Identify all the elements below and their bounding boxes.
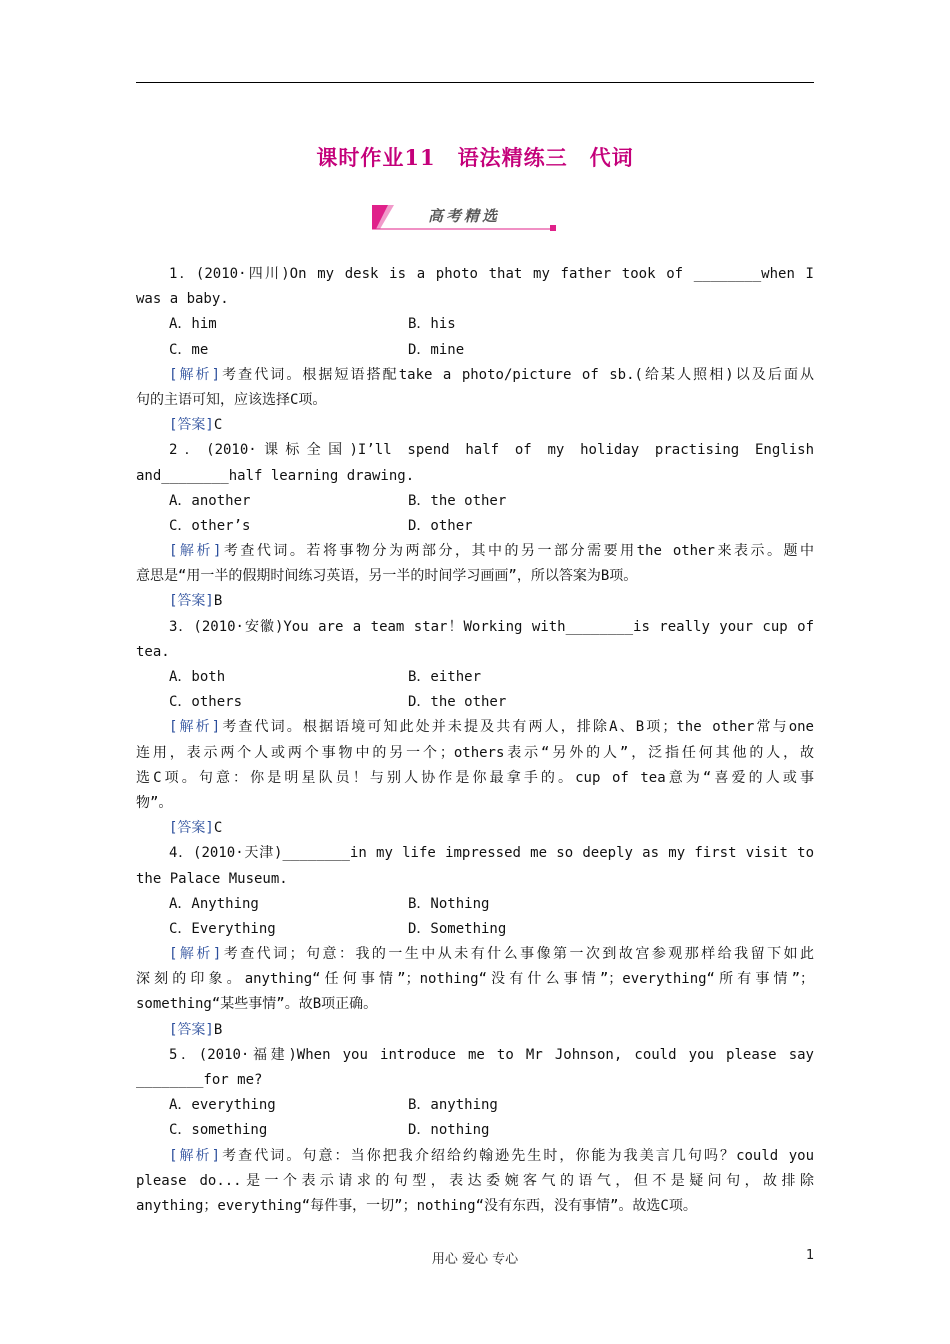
tagged-line xyxy=(136,942,814,967)
option-text: C．me xyxy=(169,341,209,358)
line-tag: [答案] xyxy=(169,1021,214,1038)
option-text: C．other’s xyxy=(169,517,251,534)
option-text: D．Something xyxy=(408,920,507,937)
line-tag: [解析] xyxy=(169,366,221,383)
line-text: 连用，表示两个人或两个事物中的另一个；others表示“另外的人”，泛指任何其他的人，故 xyxy=(136,744,814,761)
line-text: tea. xyxy=(136,643,170,660)
line-text: 物”。 xyxy=(136,794,173,811)
option-text: D．other xyxy=(408,517,473,534)
text-line xyxy=(136,841,814,866)
option-text: D．mine xyxy=(408,341,465,358)
option-text: C．something xyxy=(169,1122,268,1139)
line-text: 考查代词。若将事物分为两部分，其中的另一部分需要用the other来表示。题中 xyxy=(221,543,815,560)
line-tag: [答案] xyxy=(169,417,214,434)
option-row xyxy=(136,1093,814,1118)
tagged-line xyxy=(136,413,814,438)
text-line xyxy=(136,388,814,413)
line-text: something“某些事情”。故B项正确。 xyxy=(136,996,378,1013)
page-title: 课时作业11 语法精练三 代词 xyxy=(316,145,634,170)
footer-motto: 用心 爱心 专心 xyxy=(431,1252,519,1267)
line-text: 2．(2010·课标全国)I’ll spend half of my holiday practising English xyxy=(169,442,814,459)
line-text: the Palace Museum. xyxy=(136,870,288,887)
text-line xyxy=(136,262,814,287)
option-row xyxy=(136,1118,814,1143)
line-text: 选C项。句意：你是明星队员！与别人协作是你最拿手的。cup of tea意为“喜爱的人或事 xyxy=(136,769,814,786)
text-line xyxy=(136,438,814,463)
tagged-line xyxy=(136,715,814,740)
tagged-line xyxy=(136,539,814,564)
text-line xyxy=(136,564,814,589)
line-text: 1．(2010·四川)On my desk is a photo that my father took of ________when I xyxy=(169,266,814,282)
text-line xyxy=(136,766,814,791)
text-line xyxy=(136,1194,814,1219)
option-text: A．another xyxy=(169,492,251,509)
tagged-line xyxy=(136,1144,814,1169)
tagged-line xyxy=(136,363,814,388)
option-row xyxy=(136,665,814,690)
text-line xyxy=(136,1043,814,1068)
option-row xyxy=(136,312,814,337)
option-row xyxy=(136,690,814,715)
text-line xyxy=(136,464,814,489)
line-text: C xyxy=(213,417,223,434)
line-text: 4．(2010·天津)________in my life impressed me so deeply as my first visit to xyxy=(169,845,814,862)
option-text: D．the other xyxy=(408,694,507,711)
line-tag: [答案] xyxy=(169,593,214,610)
option-text: B．the other xyxy=(408,492,507,509)
line-text: 深刻的印象。anything“任何事情”；nothing“没有什么事情”；everything“所有事情”； xyxy=(136,971,814,988)
option-text: B．his xyxy=(408,316,456,333)
line-text: please do...是一个表示请求的句型，表达委婉客气的语气，但不是疑问句，故排除 xyxy=(136,1172,814,1189)
line-text: C xyxy=(213,820,223,837)
line-tag: [解析] xyxy=(169,946,222,963)
option-text: C．others xyxy=(169,694,243,711)
page-number: 1 xyxy=(806,1248,815,1263)
option-text: A．him xyxy=(169,316,217,333)
line-text: anything；everything“每件事，一切”；nothing“没有东西，没有事情”。故选C项。 xyxy=(136,1197,697,1214)
text-line xyxy=(136,992,814,1017)
text-line xyxy=(136,287,814,312)
line-text: 考查代词。句意：当你把我介绍给约翰逊先生时，你能为我美言几句吗？could you xyxy=(220,1147,814,1164)
line-tag: [解析] xyxy=(169,1147,221,1164)
text-line xyxy=(136,1068,814,1093)
text-line xyxy=(136,867,814,892)
option-text: D．nothing xyxy=(408,1122,490,1139)
line-text: 5．(2010·福建)When you introduce me to Mr Johnson, could you please say xyxy=(169,1046,814,1063)
option-text: A．everything xyxy=(169,1097,276,1114)
tagged-line xyxy=(136,1018,814,1043)
option-row xyxy=(136,338,814,363)
option-text: B．Nothing xyxy=(408,895,490,912)
section-title: 高考精选 xyxy=(428,207,501,225)
line-text: 考查代词。根据短语搭配take a photo/picture of sb.(给某人照相)以及后面从 xyxy=(220,366,814,383)
line-tag: [解析] xyxy=(169,543,222,560)
tagged-line xyxy=(136,589,814,614)
option-text: C．Everything xyxy=(169,920,276,937)
tagged-line xyxy=(136,816,814,841)
line-text: B xyxy=(213,593,223,610)
option-row xyxy=(136,917,814,942)
text-line xyxy=(136,640,814,665)
option-row xyxy=(136,892,814,917)
line-text: 考查代词；句意：我的一生中从未有什么事像第一次到故宫参观那样给我留下如此 xyxy=(221,946,815,963)
line-text: B xyxy=(213,1021,223,1038)
option-text: A．Anything xyxy=(169,895,259,912)
section-banner xyxy=(368,203,560,231)
line-text: 句的主语可知，应该选择C项。 xyxy=(136,391,327,408)
line-tag: [解析] xyxy=(169,719,221,736)
line-text: 考查代词。根据语境可知此处并未提及共有两人，排除A、B项；the other常与one xyxy=(220,719,814,736)
text-line xyxy=(136,1169,814,1194)
question-list xyxy=(136,262,814,1219)
option-row xyxy=(136,489,814,514)
line-tag: [答案] xyxy=(169,820,214,837)
header-rule xyxy=(136,82,814,83)
option-text: B．either xyxy=(408,669,482,685)
line-text: ________for me? xyxy=(136,1072,263,1088)
line-text: was a baby. xyxy=(136,291,229,308)
text-line xyxy=(136,967,814,992)
text-line xyxy=(136,791,814,816)
line-text: 3．(2010·安徽)You are a team star！Working with________is really your cup of xyxy=(169,618,814,635)
option-row xyxy=(136,514,814,539)
option-text: A．both xyxy=(169,669,226,685)
line-text: and________half learning drawing. xyxy=(136,467,415,484)
text-line xyxy=(136,615,814,640)
line-text: 意思是“用一半的假期时间练习英语，另一半的时间学习画画”，所以答案为B项。 xyxy=(136,568,638,585)
option-text: B．anything xyxy=(408,1097,498,1114)
text-line xyxy=(136,741,814,766)
